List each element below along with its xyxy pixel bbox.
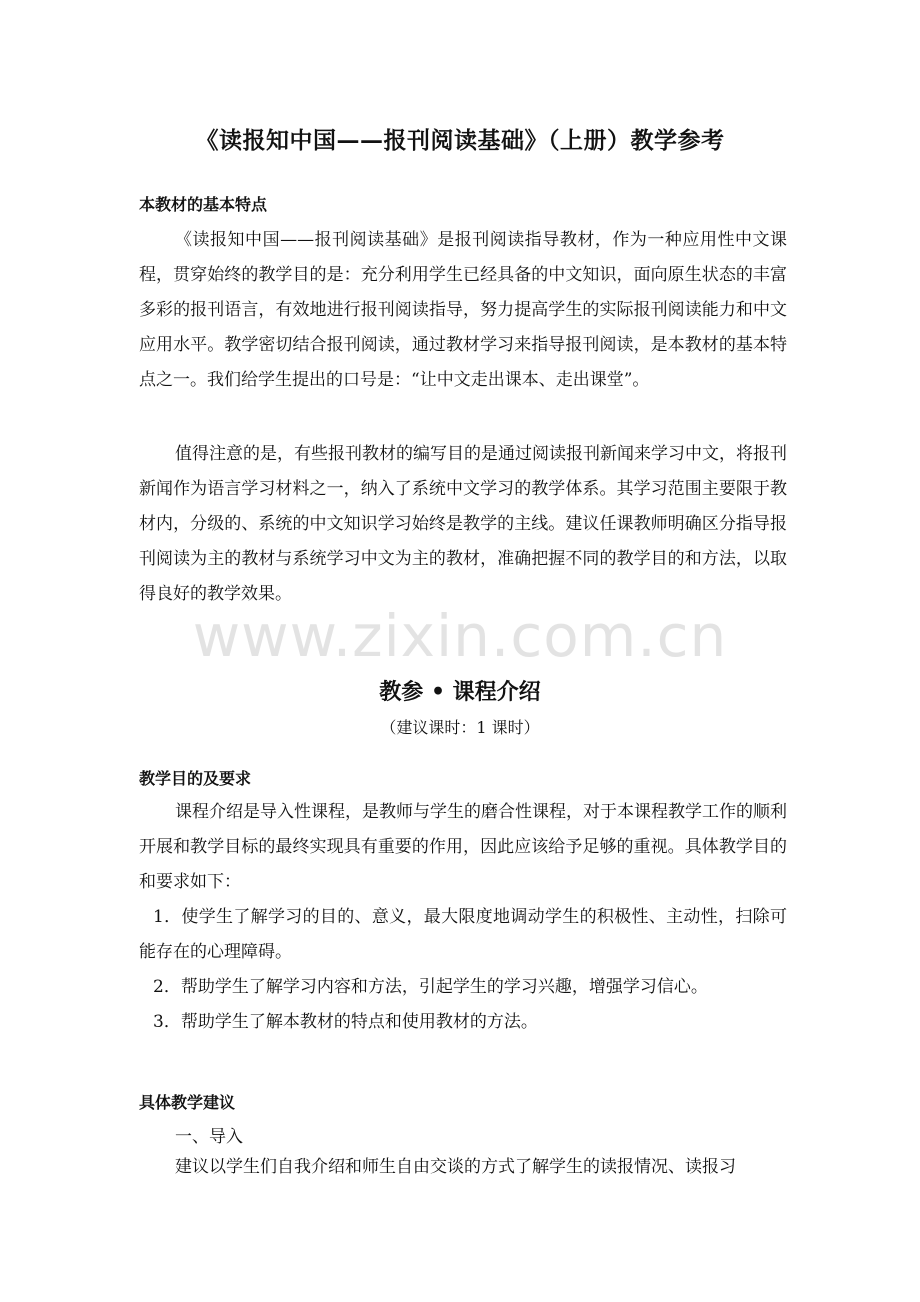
paragraph-features-1: 《读报知中国——报刊阅读基础》是报刊阅读指导教材，作为一种应用性中文课程，贯穿始终的教学目的是：充分利用学生已经具备的中文知识，面向原生状态的丰富多彩的报刊语言，有效地进行报刊阅读指导，努力提高学生的实际报刊阅读能力和中文应用水平。教学密切结合报刊阅读，通过教材学习来指导报刊阅读，是本教材的基本特点之一。我们给学生提出的口号是：“让中文走出课本、走出课堂”。 <box>139 230 787 390</box>
paragraph-features-2: 值得注意的是，有些报刊教材的编写目的是通过阅读报刊新闻来学习中文，将报刊新闻作为语言学习材料之一，纳入了系统中文学习的教学体系。其学习范围主要限于教材内，分级的、系统的中文知识学习始终是教学的主线。建议任课教师明确区分指导报刊阅读为主的教材与系统学习中文为主的教材，准确把握不同的教学目的和方法，以取得良好的教学效果。 <box>139 444 787 604</box>
section-heading-features: 本教材的基本特点 <box>139 195 268 214</box>
list-item-2: 2．帮助学生了解学习内容和方法，引起学生的学习兴趣，增强学习信心。 <box>153 977 708 997</box>
section-heading-objectives: 教学目的及要求 <box>139 769 252 788</box>
paragraph-objectives: 课程介绍是导入性课程，是教师与学生的磨合性课程，对于本课程教学工作的顺利开展和教学目标的最终实现具有重要的作用，因此应该给予足够的重视。具体教学目的和要求如下： <box>139 802 787 892</box>
suggestion-item-intro: 一、导入 <box>175 1127 243 1147</box>
course-intro-title: 教参 • 课程介绍 <box>379 679 541 705</box>
course-intro-hours: （建议课时：1 课时） <box>380 718 540 737</box>
document-title: 《读报知中国——报刊阅读基础》（上册）教学参考 <box>195 127 725 154</box>
section-heading-suggestions: 具体教学建议 <box>139 1093 236 1112</box>
watermark-text: www.zixin.com.cn <box>192 602 728 670</box>
paragraph-suggestions: 建议以学生们自我介绍和师生自由交谈的方式了解学生的读报情况、读报习 <box>175 1157 736 1177</box>
list-item-1: 1．使学生了解学习的目的、意义，最大限度地调动学生的积极性、主动性，扫除可能存在的心理障碍。 <box>139 907 787 962</box>
list-item-3: 3．帮助学生了解本教材的特点和使用教材的方法。 <box>153 1012 538 1032</box>
